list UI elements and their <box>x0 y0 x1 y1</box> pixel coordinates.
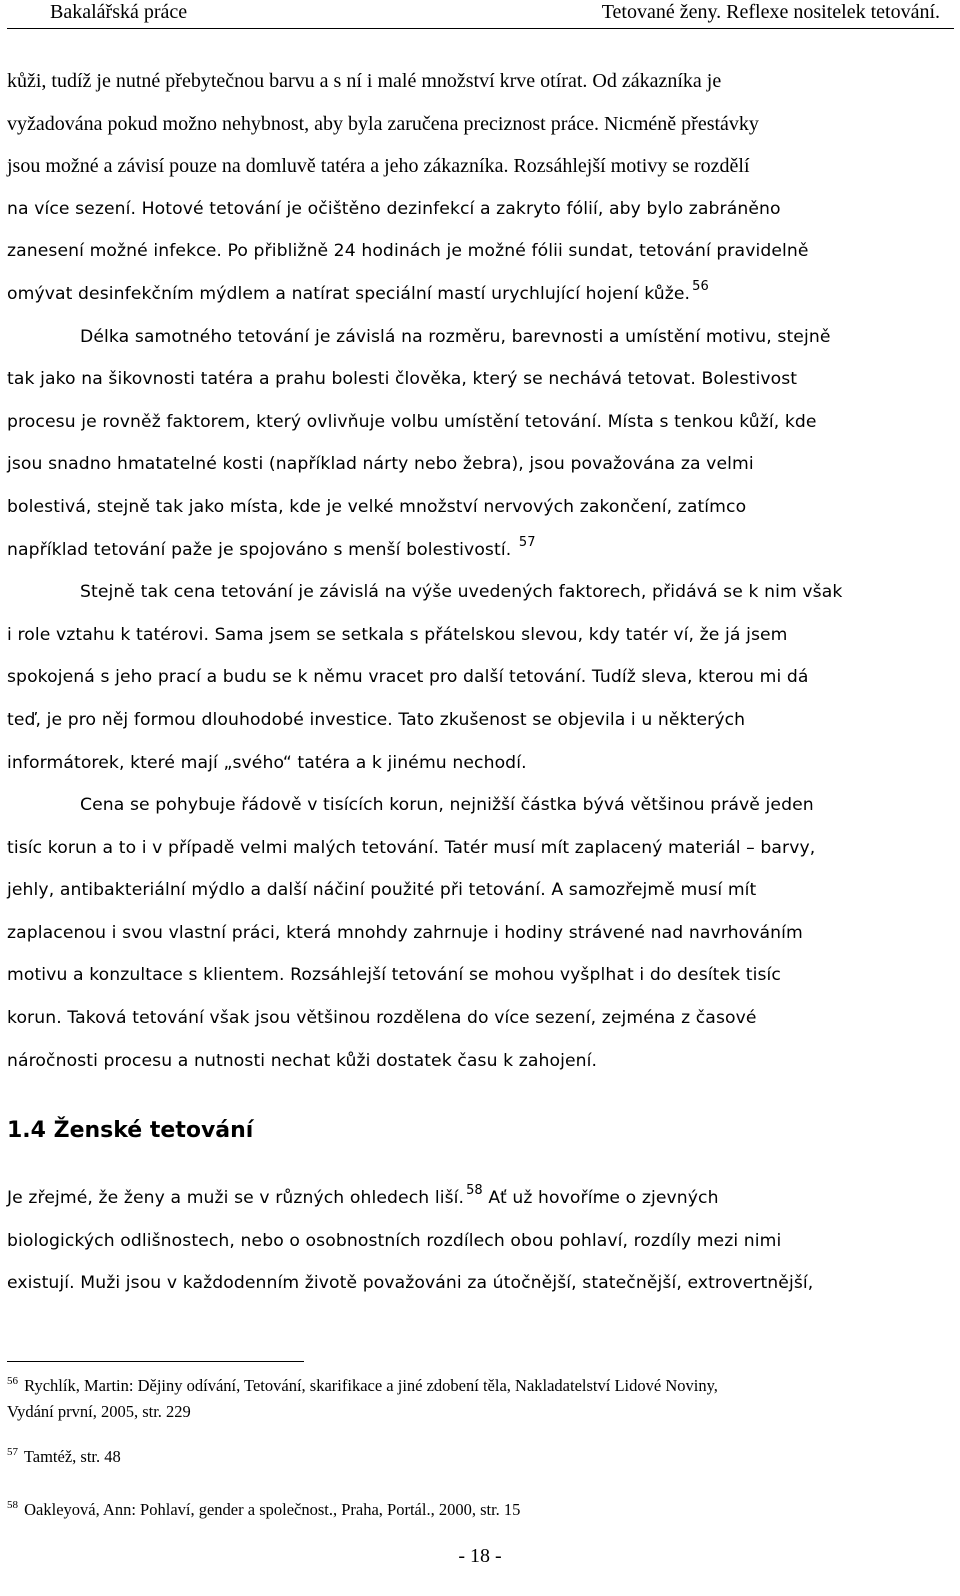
footnote-text: Tamtéž, str. 48 <box>23 1447 121 1466</box>
footnote-separator <box>7 1361 304 1362</box>
body-line: jsou snadno hmatatelné kosti (například nárty nebo žebra), jsou považována za velmi <box>7 454 754 475</box>
body-line: korun. Taková tetování však jsou většinou rozdělena do více sezení, zejména z časové <box>7 1008 757 1029</box>
page-number: - 18 - <box>458 1545 502 1567</box>
body-line: biologických odlišnostech, nebo o osobnostních rozdílech obou pohlaví, rozdíly mezi nimi <box>7 1230 782 1251</box>
body-line: existují. Muži jsou v každodenním životě považováni za útočnější, statečnější, extrovertnější, <box>7 1273 814 1294</box>
header-right-title: Tetované ženy. Reflexe nositelek tetování. <box>601 1 940 23</box>
body-line: tisíc korun a to i v případě velmi malých tetování. Tatér musí mít zaplacený materiál – barvy, <box>7 837 816 858</box>
header-left-title: Bakalářská práce <box>50 1 188 23</box>
body-line: spokojená s jeho prací a budu se k němu vracet pro další tetování. Tudíž sleva, kterou mi dá <box>7 667 809 688</box>
body-line: Stejně tak cena tetování je závislá na výše uvedených faktorech, přidává se k nim však <box>80 582 843 603</box>
body-line: tak jako na šikovnosti tatéra a prahu bolesti člověka, který se nechává tetovat. Bolestivost <box>7 369 798 390</box>
footnote-56 <box>7 1374 718 1423</box>
section-heading: 1.4 Ženské tetování <box>7 1118 254 1143</box>
body-line: i role vztahu k tatérovi. Sama jsem se setkala s přátelskou slevou, kdy tatér ví, že já jsem <box>7 624 788 645</box>
footnote-number: 57 <box>7 1446 18 1458</box>
body-line: Délka samotného tetování je závislá na rozměru, barevnosti a umístění motivu, stejně <box>80 326 831 347</box>
body-line: Je zřejmé, že ženy a muži se v různých ohledech liší. $^{58}$ Ať už hovoříme o zjevných <box>7 1183 719 1208</box>
footnote-text: Rychlík, Martin: Dějiny odívání, Tetování, skarifikace a jiné zdobení těla, Nakladatelství Lidové Noviny, <box>24 1376 718 1395</box>
footnote-ref-57[interactable]: 57 <box>518 534 536 550</box>
footnote-ref-58[interactable]: 58 <box>466 1183 483 1198</box>
body-line: například tetování paže je spojováno s menší bolestivostí. $^{57}$ <box>7 534 536 560</box>
body-line: procesu je rovněž faktorem, který ovlivňuje volbu umístění tetování. Místa s tenkou kůží, kde <box>7 411 817 432</box>
footnote-58 <box>7 1498 520 1524</box>
footnote-number: 56 <box>7 1375 18 1387</box>
body-line: bolestivá, stejně tak jako místa, kde je velké množství nervových zakončení, zatímco <box>7 496 747 517</box>
body-line: jehly, antibakteriální mýdlo a další náčiní použité při tetování. A samozřejmě musí mít <box>7 880 757 901</box>
body-line: motivu a konzultace s klientem. Rozsáhlejší tetování se mohou vyšplhat i do desítek tisíc <box>7 965 781 986</box>
body-line: jsou možné a závisí pouze na domluvě tatéra a jeho zákazníka. Rozsáhlejší motivy se rozdělí <box>7 155 750 178</box>
body-text <box>7 60 942 1082</box>
footnote-number: 58 <box>7 1499 18 1511</box>
body-line: zanesení možné infekce. Po přibližně 24 hodinách je možné fólii sundat, tetování pravidelně <box>7 241 809 262</box>
header-rule <box>7 28 954 29</box>
body-line: zaplacenou i svou vlastní práci, která mnohdy zahrnuje i hodiny strávené nad navrhováním <box>7 922 803 943</box>
body-line: na více sezení. Hotové tetování je očištěno dezinfekcí a zakryto fólií, aby bylo zabráněno <box>7 198 781 219</box>
section-text <box>7 1177 942 1305</box>
footnote-57 <box>7 1445 121 1471</box>
footnote-ref-56[interactable]: 56 <box>692 278 709 294</box>
body-line: informátorek, které mají „svého“ tatéra a k jinému nechodí. <box>7 752 527 773</box>
footnote-text: Vydání první, 2005, str. 229 <box>7 1402 191 1421</box>
body-line: kůži, tudíž je nutné přebytečnou barvu a s ní i malé množství krve otírat. Od zákazníka je <box>7 70 722 92</box>
footnote-text: Oakleyová, Ann: Pohlaví, gender a společnost., Praha, Portál., 2000, str. 15 <box>24 1500 521 1519</box>
body-line: omývat desinfekčním mýdlem a natírat speciální mastí urychlující hojení kůže. $^{56}$ <box>7 278 709 304</box>
body-line: vyžadována pokud možno nehybnost, aby byla zaručena preciznost práce. Nicméně přestávky <box>7 112 759 135</box>
body-line: teď, je pro něj formou dlouhodobé investice. Tato zkušenost se objevila i u některých <box>7 709 746 730</box>
body-line: Cena se pohybuje řádově v tisících korun, nejnižší částka bývá většinou právě jeden <box>80 795 814 816</box>
running-header <box>50 0 940 24</box>
body-line: náročnosti procesu a nutnosti nechat kůži dostatek času k zahojení. <box>7 1050 598 1071</box>
